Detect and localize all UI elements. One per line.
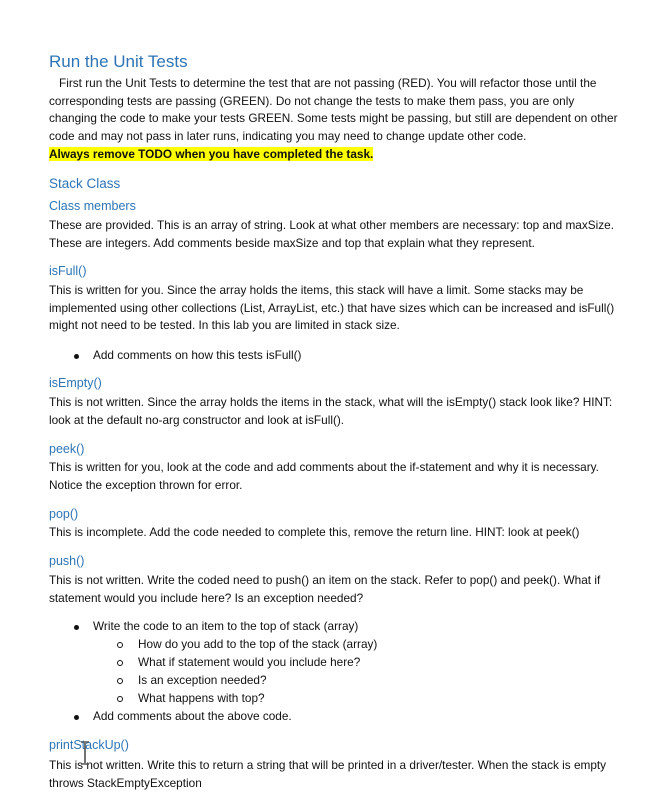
push-sub-item: What if statement would you include here?	[138, 655, 361, 669]
heading-push: push()	[49, 554, 85, 568]
bullet-dot	[74, 354, 79, 359]
text-cursor-icon	[79, 741, 91, 765]
sub-bullet-ring	[117, 696, 123, 702]
push-sub-item: How do you add to the top of the stack (array)	[138, 637, 378, 651]
heading-printstackup: printStackUp()	[49, 738, 129, 752]
heading-pop: pop()	[49, 507, 79, 521]
push-sub-item: What happens with top?	[138, 691, 265, 705]
heading-stack-class: Stack Class	[49, 176, 121, 191]
heading-class-members: Class members	[49, 199, 136, 213]
heading-peek: peek()	[49, 442, 85, 456]
sub-bullet-ring	[117, 642, 123, 648]
isfull-body: This is written for you. Since the array holds the items, this stack will have a limit. Some stacks may be implemented using other collections (List, ArrayList, etc.) that have sizes which can be increased and isFull() might not need to be tested. In this lab you are limited in stack size.	[49, 283, 615, 333]
push-body: This is not written. Write the coded need to push() an item on the stack. Refer to pop() and peek(). What if statement would you include here? Is an exception needed?	[49, 573, 601, 605]
heading-run-unit-tests: Run the Unit Tests	[49, 52, 188, 71]
highlight-text: Always remove TODO when you have completed the task.	[49, 147, 374, 161]
heading-isempty: isEmpty()	[49, 376, 102, 390]
push-sub-item: Is an exception needed?	[138, 673, 267, 687]
sub-bullet-ring	[117, 660, 123, 666]
isfull-bullet: Add comments on how this tests isFull()	[93, 348, 302, 362]
bullet-dot	[74, 715, 79, 720]
peek-body: This is written for you, look at the code and add comments about the if-statement and why it is necessary. Notice the exception thrown for error.	[49, 460, 599, 492]
heading-isfull: isFull()	[49, 264, 87, 278]
sub-bullet-ring	[117, 678, 123, 684]
isempty-body: This is not written. Since the array holds the items in the stack, what will the isEmpty() stack look like? HINT: look at the default no-arg constructor and look at isFull().	[49, 395, 613, 427]
intro-paragraph: First run the Unit Tests to determine the test that are not passing (RED). You will refactor those until the corresponding tests are passing (GREEN). Do not change the tests to make them pass, you are only changing the code to make your tests GREEN. Some tests might be passing, but still are dependent on other code and may not pass in later runs, indicating you may need to change update other code.	[49, 76, 618, 143]
printstackup-body: This is not written. Write this to return a string that will be printed in a driver/tester. When the stack is empty throws StackEmptyException	[49, 758, 607, 790]
pop-body: This is incomplete. Add the code needed to complete this, remove the return line. HINT: look at peek()	[49, 525, 580, 539]
class-members-body: These are provided. This is an array of string. Look at what other members are necessary: top and maxSize. These are integers. Add comments beside maxSize and top that explain what they represent.	[49, 218, 614, 250]
push-bullet-write-code: Write the code to an item to the top of stack (array)	[93, 619, 359, 633]
highlight-note	[49, 146, 625, 164]
push-bullet-comments: Add comments about the above code.	[93, 709, 292, 723]
bullet-dot	[74, 625, 79, 630]
